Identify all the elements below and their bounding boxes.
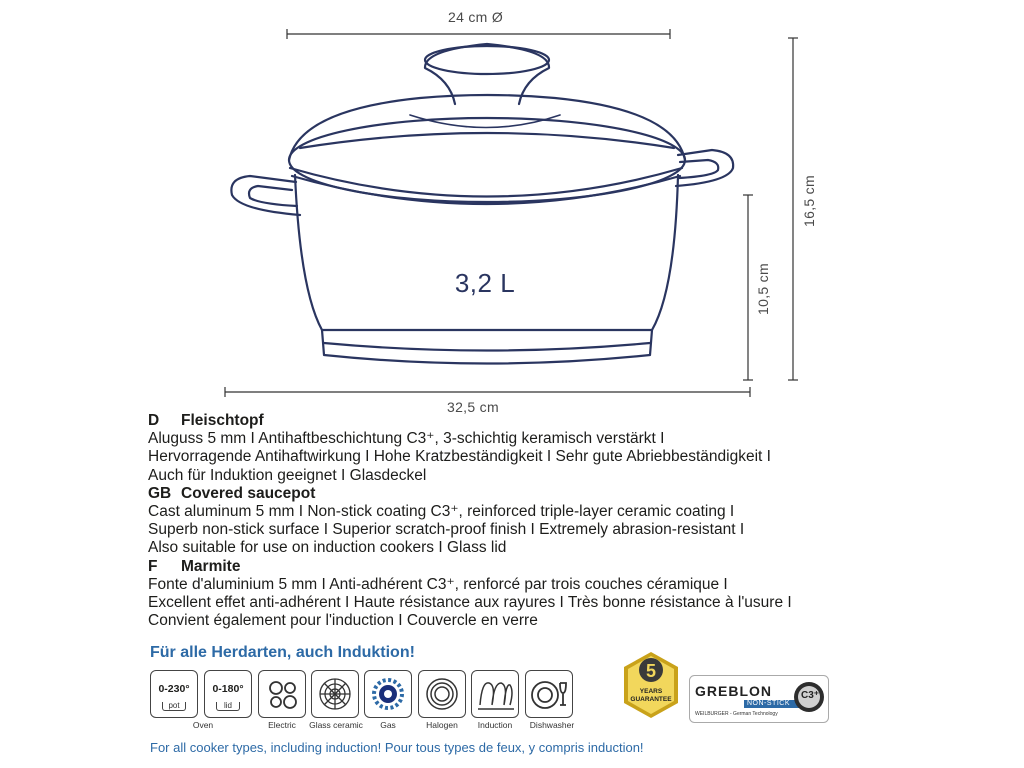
description-de [148, 412, 868, 485]
icon-caption: Induction [477, 720, 513, 730]
width-label: 32,5 cm [447, 399, 499, 415]
coating-badge: C3⁺ [800, 690, 820, 701]
oven-pot-label: pot [162, 702, 186, 711]
left-handle [231, 176, 300, 215]
diameter-label: 24 cm Ø [448, 9, 504, 25]
dishwasher-icon [525, 670, 573, 718]
description-gb [148, 485, 868, 558]
halogen-icon [418, 670, 466, 718]
description-line: Convient également pour l'induction I Couvercle en verre [148, 612, 538, 630]
oven-pot-temp: 0-230° [158, 683, 190, 695]
icon-caption: Gas [380, 720, 396, 730]
pot-height-label: 10,5 cm [755, 263, 771, 315]
product-descriptions [148, 412, 868, 630]
language-code: GB [148, 484, 172, 502]
pot-rim [290, 168, 682, 197]
oven-lid-label: lid [216, 702, 240, 711]
language-code: D [148, 412, 160, 429]
cooker-types-headline: Für alle Herdarten, auch Induktion! [150, 644, 415, 661]
guarantee-line1: YEARS [639, 688, 663, 695]
guarantee-line2: GUARANTEE [630, 696, 672, 703]
icon-caption: Oven [192, 720, 214, 730]
icon-caption: Halogen [426, 720, 458, 730]
lid-rim [289, 118, 685, 202]
language-code: F [148, 557, 158, 575]
pot-body [295, 175, 678, 330]
description-title: Covered saucepot [181, 484, 316, 502]
description-fr [148, 558, 868, 631]
brand-sub: NON-STICK [747, 700, 790, 707]
oven-lid-temp: 0-180° [212, 683, 244, 695]
description-line: Hervorragende Antihaftwirkung I Hohe Kratzbeständigkeit I Sehr gute Abriebbeständigkeit I [148, 448, 771, 466]
description-line: Also suitable for use on induction cookers I Glass lid [148, 539, 507, 557]
description-line: Excellent effet anti-adhérent I Haute résistance aux rayures I Très bonne résistance à l'usure I [148, 594, 792, 612]
guarantee-years: 5 [645, 661, 657, 681]
electric-stove-icon [258, 670, 306, 718]
volume-label: 3,2 L [454, 268, 516, 298]
description-line: Aluguss 5 mm I Antihaftbeschichtung C3⁺, 3-schichtig keramisch verstärkt I [148, 430, 665, 448]
description-line: Cast aluminum 5 mm I Non-stick coating C3⁺, reinforced triple-layer ceramic coating I [148, 503, 735, 521]
footer-tagline: For all cooker types, including induction! Pour tous types de feux, y compris induction! [150, 740, 644, 755]
greblon-logo [689, 675, 829, 723]
icon-caption: Dishwasher [529, 720, 575, 730]
induction-icon [471, 670, 519, 718]
description-line: Superb non-stick surface I Superior scratch-proof finish I Extremely abrasion-resistant I [148, 521, 745, 539]
brand-name: GREBLON [695, 683, 772, 699]
description-line: Auch für Induktion geeignet I Glasdeckel [148, 466, 427, 484]
total-height-label: 16,5 cm [801, 175, 817, 227]
guarantee-medal-icon [620, 650, 682, 720]
description-line: Fonte d'aluminium 5 mm I Anti-adhérent C3⁺, renforcé par trois couches céramique I [148, 575, 728, 593]
description-title: Fleischtopf [181, 412, 264, 429]
icon-caption: Glass ceramic [309, 720, 363, 730]
description-title: Marmite [181, 557, 241, 575]
gas-stove-icon [364, 670, 412, 718]
icon-caption: Electric [268, 720, 296, 730]
glass-ceramic-icon [311, 670, 359, 718]
oven-pot-icon [150, 670, 198, 718]
brand-maker: WEILBURGER - German Technology [695, 711, 778, 717]
oven-lid-icon [204, 670, 252, 718]
